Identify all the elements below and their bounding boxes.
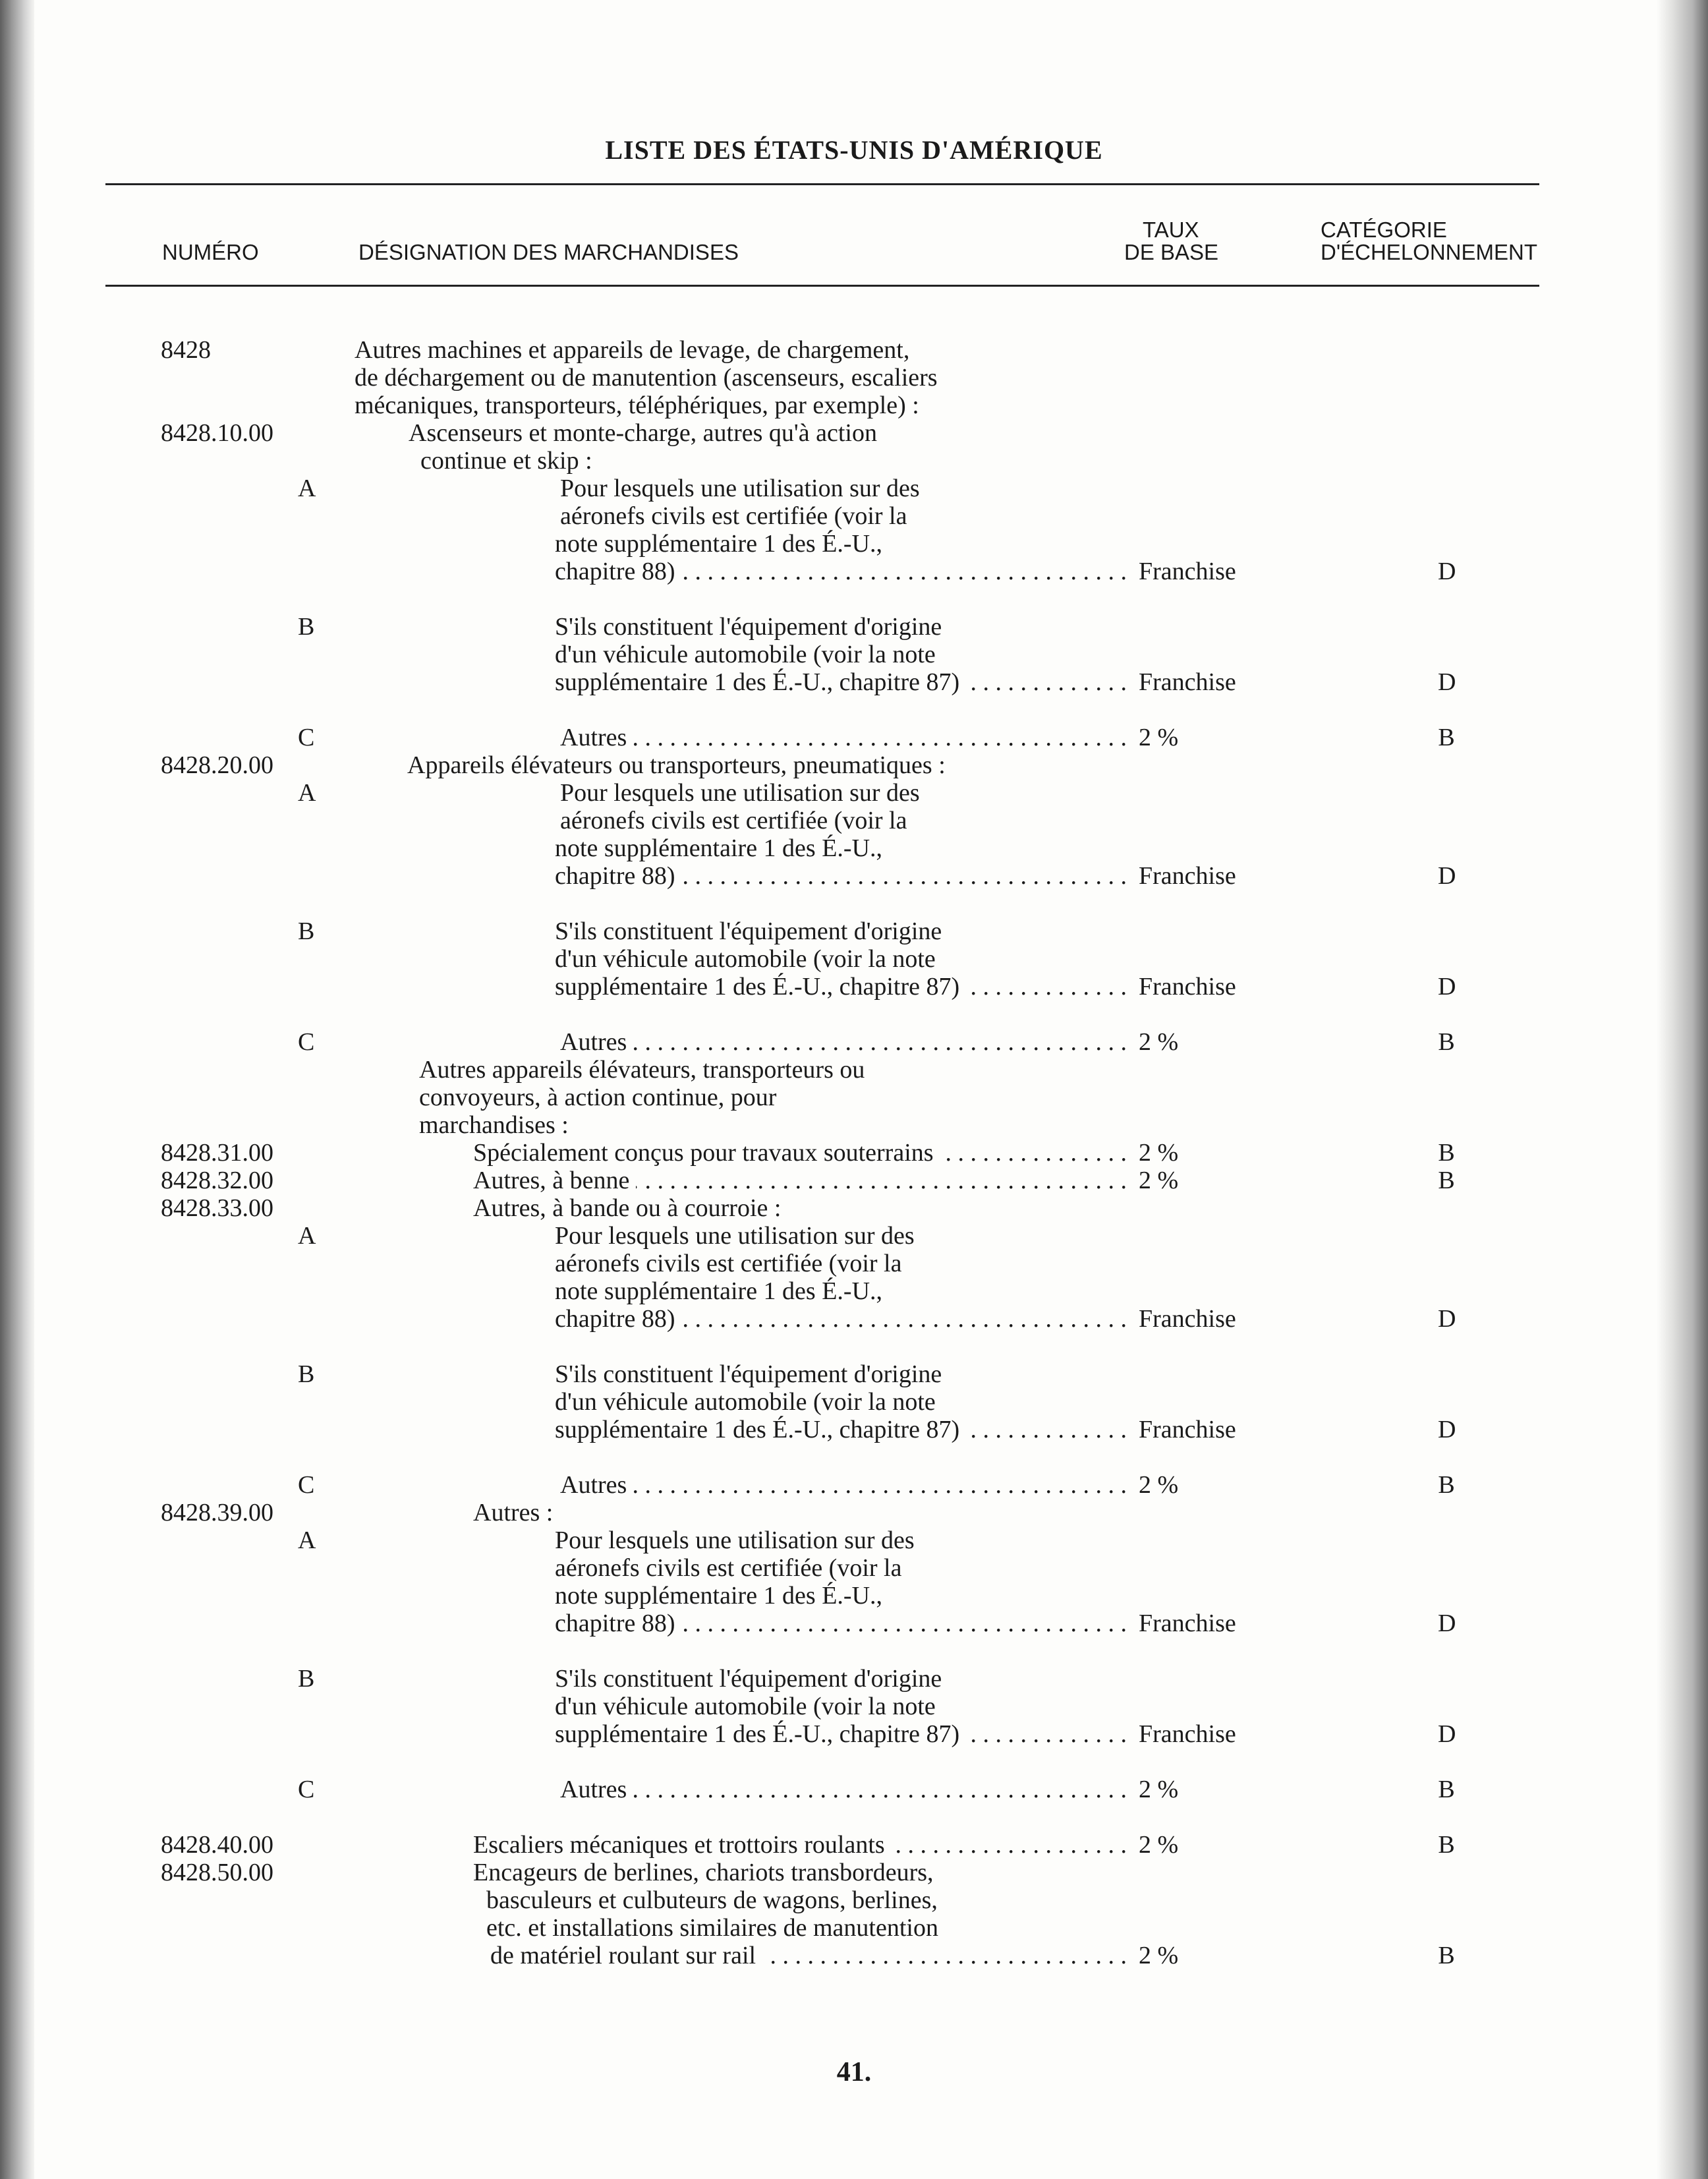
goods-description: Autres [560, 1776, 627, 1803]
staging-category: B [1438, 1831, 1455, 1859]
table-row [0, 1084, 1708, 1111]
dot-leader [636, 1167, 1127, 1194]
table-row [0, 1526, 1708, 1554]
base-rate: Franchise [1139, 668, 1236, 696]
column-header-categorie-line2: D'ÉCHELONNEMENT [1321, 240, 1538, 264]
staging-category: B [1438, 1776, 1455, 1803]
goods-description: aéronefs civils est certifiée (voir la [555, 1554, 902, 1582]
tariff-number: 8428.32.00 [161, 1167, 273, 1194]
table-row [0, 1388, 1708, 1416]
staging-category: D [1438, 1720, 1456, 1748]
goods-description: Autres, à benne [473, 1167, 630, 1194]
base-rate: 2 % [1139, 1167, 1179, 1194]
table-row [0, 1250, 1708, 1277]
goods-description: marchandises : [419, 1111, 569, 1139]
goods-description: Autres [560, 1028, 627, 1056]
table-row [0, 1942, 1708, 1969]
base-rate: Franchise [1139, 973, 1236, 1001]
base-rate: 2 % [1139, 1471, 1179, 1499]
dot-leader [633, 1028, 1127, 1056]
dot-leader [762, 1942, 1127, 1969]
table-row [0, 1416, 1708, 1443]
goods-description: Ascenseurs et monte-charge, autres qu'à action [409, 419, 877, 447]
table-row [0, 945, 1708, 973]
table-row [0, 447, 1708, 475]
table-row [0, 1610, 1708, 1637]
staging-category: D [1438, 668, 1456, 696]
subheading-letter: C [298, 1776, 315, 1803]
dot-leader [682, 1610, 1127, 1637]
staging-category: B [1438, 1139, 1455, 1167]
dot-leader [940, 1139, 1127, 1167]
dot-leader [633, 1471, 1127, 1499]
dot-leader [966, 973, 1127, 1001]
table-row [0, 1554, 1708, 1582]
table-row [0, 475, 1708, 502]
goods-description: Autres : [473, 1499, 554, 1526]
table-row [0, 1305, 1708, 1333]
goods-description: Autres machines et appareils de levage, de chargement, [355, 336, 910, 364]
table-row [0, 1222, 1708, 1250]
tariff-number: 8428.31.00 [161, 1139, 273, 1167]
column-header-categorie-line1: CATÉGORIE [1321, 218, 1447, 242]
goods-description: Autres, à bande ou à courroie : [473, 1194, 782, 1222]
goods-description: supplémentaire 1 des É.-U., chapitre 87) [555, 973, 960, 1001]
table-row [0, 392, 1708, 419]
goods-description: aéronefs civils est certifiée (voir la [560, 807, 907, 834]
goods-description: continue et skip : [420, 447, 592, 475]
dot-leader [682, 1305, 1127, 1333]
dot-leader [682, 558, 1127, 585]
table-row [0, 419, 1708, 447]
staging-category: B [1438, 1942, 1455, 1969]
table-row [0, 862, 1708, 890]
subheading-letter: C [298, 1028, 315, 1056]
subheading-letter: A [298, 475, 316, 502]
staging-category: B [1438, 724, 1455, 751]
table-row [0, 917, 1708, 945]
base-rate: Franchise [1139, 1305, 1236, 1333]
goods-description: S'ils constituent l'équipement d'origine [555, 1665, 942, 1693]
goods-description: note supplémentaire 1 des É.-U., [555, 834, 883, 862]
table-row [0, 1194, 1708, 1222]
table-row [0, 1139, 1708, 1167]
subheading-letter: A [298, 779, 316, 807]
tariff-number: 8428.40.00 [161, 1831, 273, 1859]
goods-description: Encageurs de berlines, chariots transbordeurs, [473, 1859, 934, 1886]
goods-description: supplémentaire 1 des É.-U., chapitre 87) [555, 668, 960, 696]
base-rate: 2 % [1139, 1139, 1179, 1167]
goods-description: note supplémentaire 1 des É.-U., [555, 1582, 883, 1610]
subheading-letter: C [298, 724, 315, 751]
goods-description: note supplémentaire 1 des É.-U., [555, 530, 883, 558]
base-rate: 2 % [1139, 724, 1179, 751]
dot-leader [892, 1831, 1127, 1859]
goods-description: chapitre 88) [555, 1305, 675, 1333]
tariff-number: 8428 [161, 336, 211, 364]
table-row [0, 751, 1708, 779]
table-row [0, 1886, 1708, 1914]
subheading-letter: B [298, 1665, 315, 1693]
table-row [0, 1028, 1708, 1056]
goods-description: d'un véhicule automobile (voir la note [555, 1693, 936, 1720]
goods-description: de déchargement ou de manutention (ascenseurs, escaliers [355, 364, 938, 392]
column-header-designation: DÉSIGNATION DES MARCHANDISES [358, 240, 739, 264]
table-row [0, 1167, 1708, 1194]
goods-description: chapitre 88) [555, 558, 675, 585]
table-row [0, 613, 1708, 641]
goods-description: etc. et installations similaires de manutention [486, 1914, 938, 1942]
staging-category: D [1438, 973, 1456, 1001]
goods-description: d'un véhicule automobile (voir la note [555, 641, 936, 668]
table-row [0, 530, 1708, 558]
goods-description: note supplémentaire 1 des É.-U., [555, 1277, 883, 1305]
goods-description: convoyeurs, à action continue, pour [419, 1084, 777, 1111]
goods-description: Appareils élévateurs ou transporteurs, pneumatiques : [407, 751, 946, 779]
staging-category: B [1438, 1028, 1455, 1056]
dot-leader [966, 668, 1127, 696]
base-rate: Franchise [1139, 1720, 1236, 1748]
table-row [0, 1720, 1708, 1748]
dot-leader [966, 1416, 1127, 1443]
staging-category: D [1438, 1610, 1456, 1637]
header-rule-top [105, 183, 1539, 185]
header-rule-bottom [105, 285, 1539, 287]
goods-description: chapitre 88) [555, 862, 675, 890]
table-row [0, 1360, 1708, 1388]
base-rate: 2 % [1139, 1776, 1179, 1803]
table-row [0, 1665, 1708, 1693]
staging-category: D [1438, 1305, 1456, 1333]
goods-description: Autres [560, 1471, 627, 1499]
table-row [0, 1859, 1708, 1886]
staging-category: B [1438, 1471, 1455, 1499]
goods-description: Pour lesquels une utilisation sur des [560, 475, 920, 502]
table-row [0, 807, 1708, 834]
goods-description: S'ils constituent l'équipement d'origine [555, 613, 942, 641]
goods-description: Autres [560, 724, 627, 751]
dot-leader [966, 1720, 1127, 1748]
column-header-taux-line1: TAUX [1143, 218, 1199, 242]
table-row [0, 1056, 1708, 1084]
tariff-number: 8428.10.00 [161, 419, 273, 447]
table-row [0, 1582, 1708, 1610]
table-row [0, 668, 1708, 696]
tariff-number: 8428.39.00 [161, 1499, 273, 1526]
goods-description: Autres appareils élévateurs, transporteurs ou [419, 1056, 865, 1084]
table-row [0, 1471, 1708, 1499]
goods-description: S'ils constituent l'équipement d'origine [555, 917, 942, 945]
table-row [0, 1831, 1708, 1859]
goods-description: S'ils constituent l'équipement d'origine [555, 1360, 942, 1388]
table-row [0, 558, 1708, 585]
subheading-letter: B [298, 917, 315, 945]
table-row [0, 502, 1708, 530]
page-title: LISTE DES ÉTATS-UNIS D'AMÉRIQUE [605, 135, 1103, 165]
base-rate: Franchise [1139, 1610, 1236, 1637]
goods-description: d'un véhicule automobile (voir la note [555, 1388, 936, 1416]
staging-category: B [1438, 1167, 1455, 1194]
base-rate: 2 % [1139, 1831, 1179, 1859]
goods-description: aéronefs civils est certifiée (voir la [555, 1250, 902, 1277]
subheading-letter: A [298, 1526, 316, 1554]
goods-description: supplémentaire 1 des É.-U., chapitre 87) [555, 1720, 960, 1748]
dot-leader [633, 1776, 1127, 1803]
goods-description: supplémentaire 1 des É.-U., chapitre 87) [555, 1416, 960, 1443]
goods-description: Pour lesquels une utilisation sur des [560, 779, 920, 807]
base-rate: 2 % [1139, 1028, 1179, 1056]
table-row [0, 1693, 1708, 1720]
goods-description: Pour lesquels une utilisation sur des [555, 1222, 915, 1250]
goods-description: de matériel roulant sur rail [490, 1942, 756, 1969]
tariff-number: 8428.20.00 [161, 751, 273, 779]
goods-description: chapitre 88) [555, 1610, 675, 1637]
table-row [0, 1776, 1708, 1803]
subheading-letter: B [298, 613, 315, 641]
base-rate: 2 % [1139, 1942, 1179, 1969]
base-rate: Franchise [1139, 558, 1236, 585]
base-rate: Franchise [1139, 862, 1236, 890]
table-row [0, 1499, 1708, 1526]
subheading-letter: B [298, 1360, 315, 1388]
table-row [0, 834, 1708, 862]
table-row [0, 973, 1708, 1001]
column-header-numero: NUMÉRO [162, 240, 259, 264]
table-row [0, 641, 1708, 668]
page-number: 41. [836, 2057, 872, 2087]
column-header-taux-line2: DE BASE [1124, 240, 1219, 264]
goods-description: mécaniques, transporteurs, téléphériques, par exemple) : [355, 392, 919, 419]
goods-description: Pour lesquels une utilisation sur des [555, 1526, 915, 1554]
staging-category: D [1438, 1416, 1456, 1443]
base-rate: Franchise [1139, 1416, 1236, 1443]
staging-category: D [1438, 558, 1456, 585]
table-row [0, 364, 1708, 392]
table-row [0, 779, 1708, 807]
subheading-letter: C [298, 1471, 315, 1499]
tariff-number: 8428.50.00 [161, 1859, 273, 1886]
goods-description: basculeurs et culbuteurs de wagons, berlines, [486, 1886, 938, 1914]
dot-leader [682, 862, 1127, 890]
table-row [0, 1914, 1708, 1942]
table-row [0, 1111, 1708, 1139]
table-row [0, 1277, 1708, 1305]
tariff-number: 8428.33.00 [161, 1194, 273, 1222]
dot-leader [633, 724, 1127, 751]
goods-description: Spécialement conçus pour travaux souterrains [473, 1139, 934, 1167]
table-row [0, 336, 1708, 364]
staging-category: D [1438, 862, 1456, 890]
goods-description: d'un véhicule automobile (voir la note [555, 945, 936, 973]
goods-description: Escaliers mécaniques et trottoirs roulants [473, 1831, 885, 1859]
goods-description: aéronefs civils est certifiée (voir la [560, 502, 907, 530]
subheading-letter: A [298, 1222, 316, 1250]
table-row [0, 724, 1708, 751]
